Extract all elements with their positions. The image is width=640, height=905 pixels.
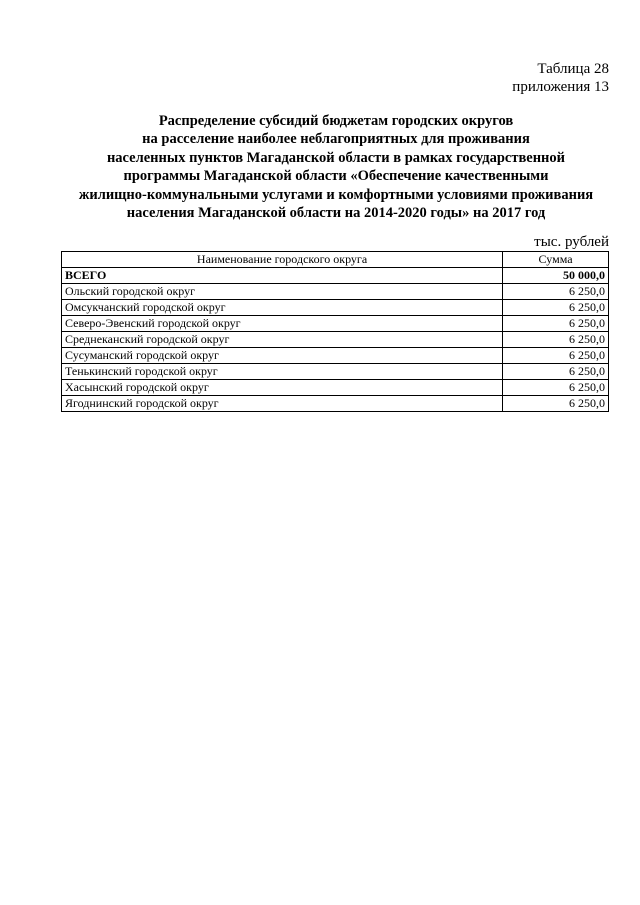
district-name: Тенькинский городской округ bbox=[62, 364, 503, 380]
subsidy-table bbox=[61, 251, 609, 412]
title-line: населенных пунктов Магаданской области в рамках государственной bbox=[106, 149, 566, 166]
district-name: Хасынский городской округ bbox=[62, 380, 503, 396]
district-name: Ольский городской округ bbox=[62, 284, 503, 300]
table-row bbox=[62, 348, 609, 364]
units-label: тыс. рублей bbox=[534, 234, 609, 250]
table-row bbox=[62, 380, 609, 396]
table-reference bbox=[512, 60, 609, 96]
title-line: жилищно-коммунальными услугами и комфортными условиями проживания bbox=[78, 186, 594, 203]
title-line: на расселение наиболее неблагоприятных для проживания bbox=[142, 131, 530, 148]
district-sum: 6 250,0 bbox=[503, 316, 609, 332]
district-name: Сусуманский городской округ bbox=[62, 348, 503, 364]
document-title bbox=[40, 112, 632, 222]
appendix-reference: приложения 13 bbox=[512, 79, 609, 95]
district-name: Ягоднинский городской округ bbox=[62, 396, 503, 412]
district-name: Омсукчанский городской округ bbox=[62, 300, 503, 316]
district-sum: 6 250,0 bbox=[503, 348, 609, 364]
table-row bbox=[62, 332, 609, 348]
district-sum: 6 250,0 bbox=[503, 380, 609, 396]
table-number: Таблица 28 bbox=[537, 61, 609, 77]
district-sum: 6 250,0 bbox=[503, 396, 609, 412]
title-line: населения Магаданской области на 2014-2020 годы» на 2017 год bbox=[126, 205, 546, 222]
table-row bbox=[62, 396, 609, 412]
total-label: ВСЕГО bbox=[62, 268, 503, 284]
table-row bbox=[62, 316, 609, 332]
column-header-sum: Сумма bbox=[503, 252, 609, 268]
table-row bbox=[62, 284, 609, 300]
district-sum: 6 250,0 bbox=[503, 332, 609, 348]
title-line: Распределение субсидий бюджетам городских округов bbox=[158, 113, 514, 129]
total-sum: 50 000,0 bbox=[503, 268, 609, 284]
district-sum: 6 250,0 bbox=[503, 300, 609, 316]
total-row bbox=[62, 268, 609, 284]
district-name: Среднеканский городской округ bbox=[62, 332, 503, 348]
title-line: программы Магаданской области «Обеспечение качественными bbox=[123, 168, 549, 185]
table-row bbox=[62, 300, 609, 316]
district-name: Северо-Эвенский городской округ bbox=[62, 316, 503, 332]
table-header-row bbox=[62, 252, 609, 268]
district-sum: 6 250,0 bbox=[503, 364, 609, 380]
column-header-name: Наименование городского округа bbox=[62, 252, 503, 268]
district-sum: 6 250,0 bbox=[503, 284, 609, 300]
table-row bbox=[62, 364, 609, 380]
